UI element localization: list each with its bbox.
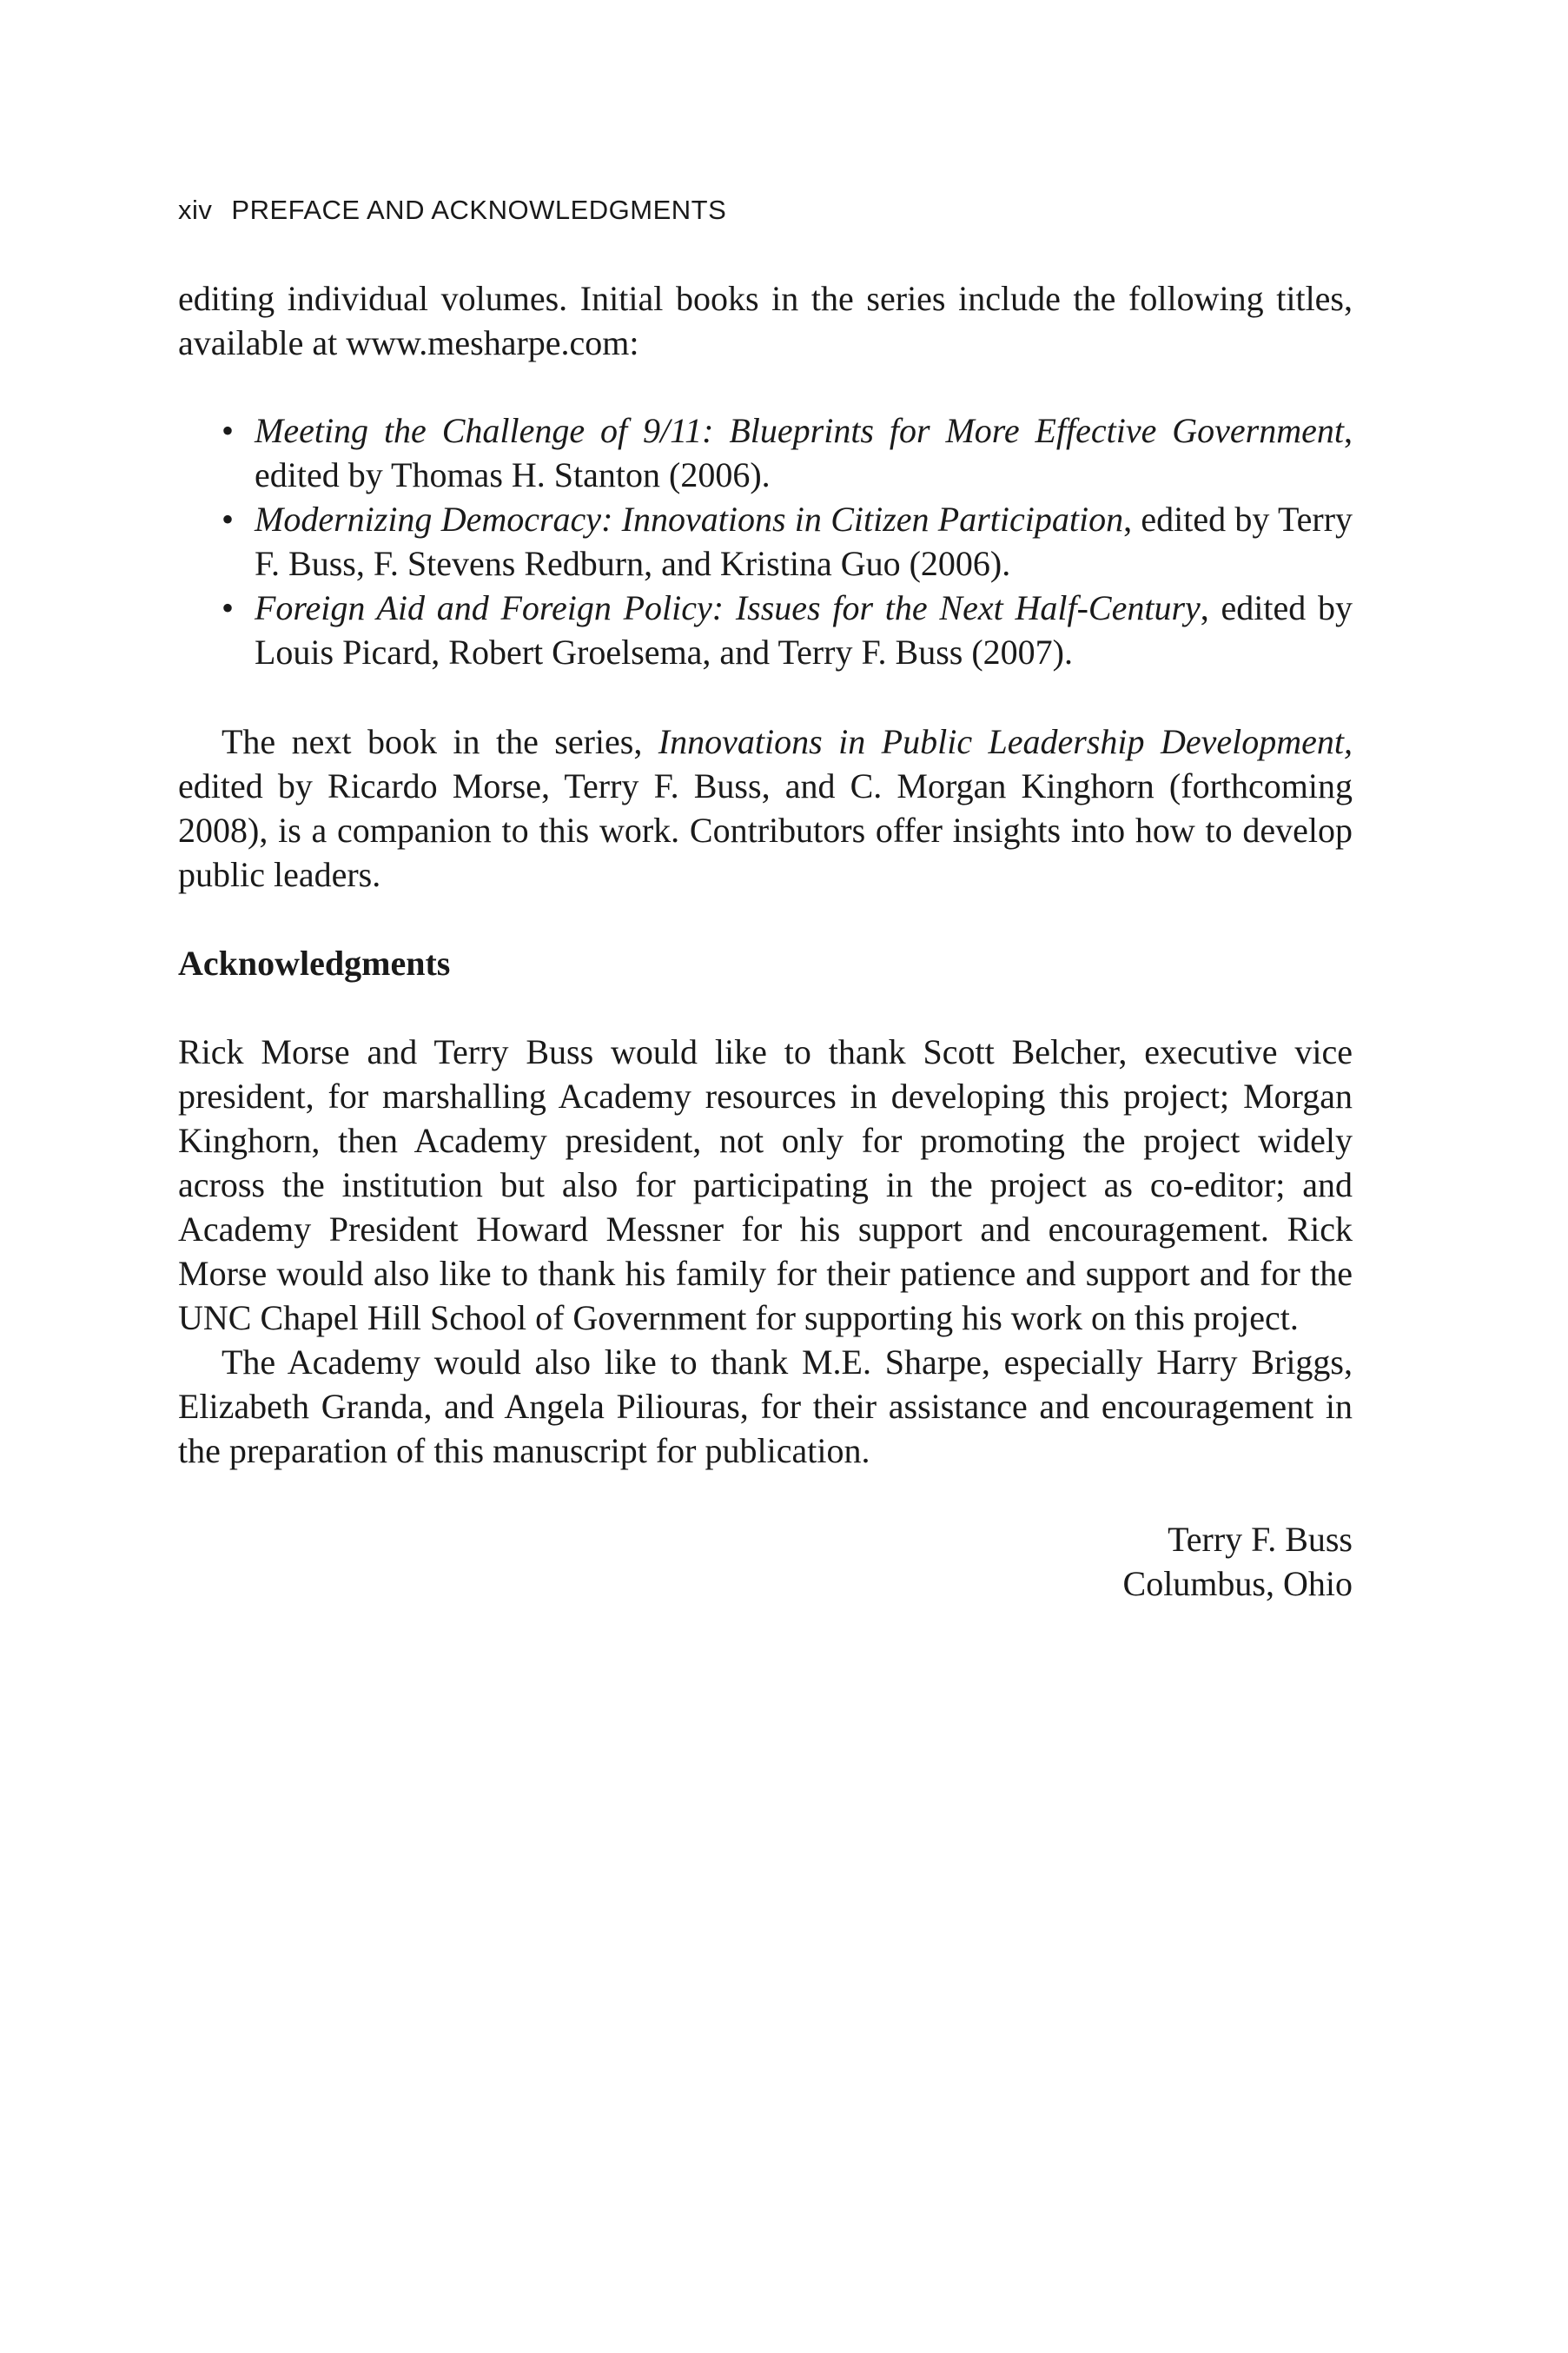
page-number: xiv <box>178 195 213 225</box>
list-item <box>178 497 1353 586</box>
acknowledgments-paragraph-2: The Academy would also like to thank M.E. Sharpe, especially Harry Briggs, Elizabeth Granda, and Angela Piliouras, for their assistance and encouragement in the preparation of this manuscript for publication. <box>178 1342 1353 1470</box>
book-details: , edited by Louis Picard, Robert Groelsema, and Terry F. Buss (2007). <box>255 588 1353 672</box>
bullet-icon: • <box>222 411 235 450</box>
bullet-icon: • <box>222 500 235 539</box>
book-title: Meeting the Challenge of 9/11: Blueprints for More Effective Government <box>255 411 1344 450</box>
list-item <box>178 408 1353 497</box>
next-book-lead: The next book in the series, <box>222 722 658 761</box>
acknowledgments-paragraph-1: Rick Morse and Terry Buss would like to thank Scott Belcher, executive vice president, for marshalling Academy resources in developing this project; Morgan Kinghorn, then Academy president, not only for promoting the project widely across the institution but also for participating in the project as co-editor; and Academy President Howard Messner for his support and encouragement. Rick Morse would also like to thank his family for their patience and support and for the UNC Chapel Hill School of Government for supporting his work on this project. <box>178 1032 1353 1337</box>
signature-block <box>178 1517 1353 1606</box>
next-book-paragraph <box>178 719 1353 897</box>
book-title: Foreign Aid and Foreign Policy: Issues for the Next Half-Century <box>255 588 1201 627</box>
intro-paragraph: editing individual volumes. Initial books in the series include the following titles, available at www.mesharpe.com: <box>178 279 1353 362</box>
series-list <box>178 408 1353 674</box>
book-details: , edited by Terry F. Buss, F. Stevens Redburn, and Kristina Guo (2006). <box>255 500 1353 583</box>
running-head <box>178 195 726 226</box>
running-head-title: PREFACE AND ACKNOWLEDGMENTS <box>231 195 727 225</box>
next-book-rest: edited by Ricardo Morse, Terry F. Buss, and C. Morgan Kinghorn (forthcoming 2008), is a companion to this work. Contributors offer insights into how to develop public leaders. <box>178 766 1353 894</box>
signature-name: Terry F. Buss <box>1168 1520 1353 1559</box>
next-book-title: Innovations in Public Leadership Development, <box>658 722 1353 761</box>
body-text <box>178 276 1353 1606</box>
signature-location: Columbus, Ohio <box>1122 1564 1353 1603</box>
acknowledgments-heading: Acknowledgments <box>178 944 451 983</box>
bullet-icon: • <box>222 588 235 627</box>
book-title: Modernizing Democracy: Innovations in Citizen Participation <box>255 500 1124 539</box>
list-item <box>178 586 1353 674</box>
book-details: , edited by Thomas H. Stanton (2006). <box>255 411 1353 494</box>
